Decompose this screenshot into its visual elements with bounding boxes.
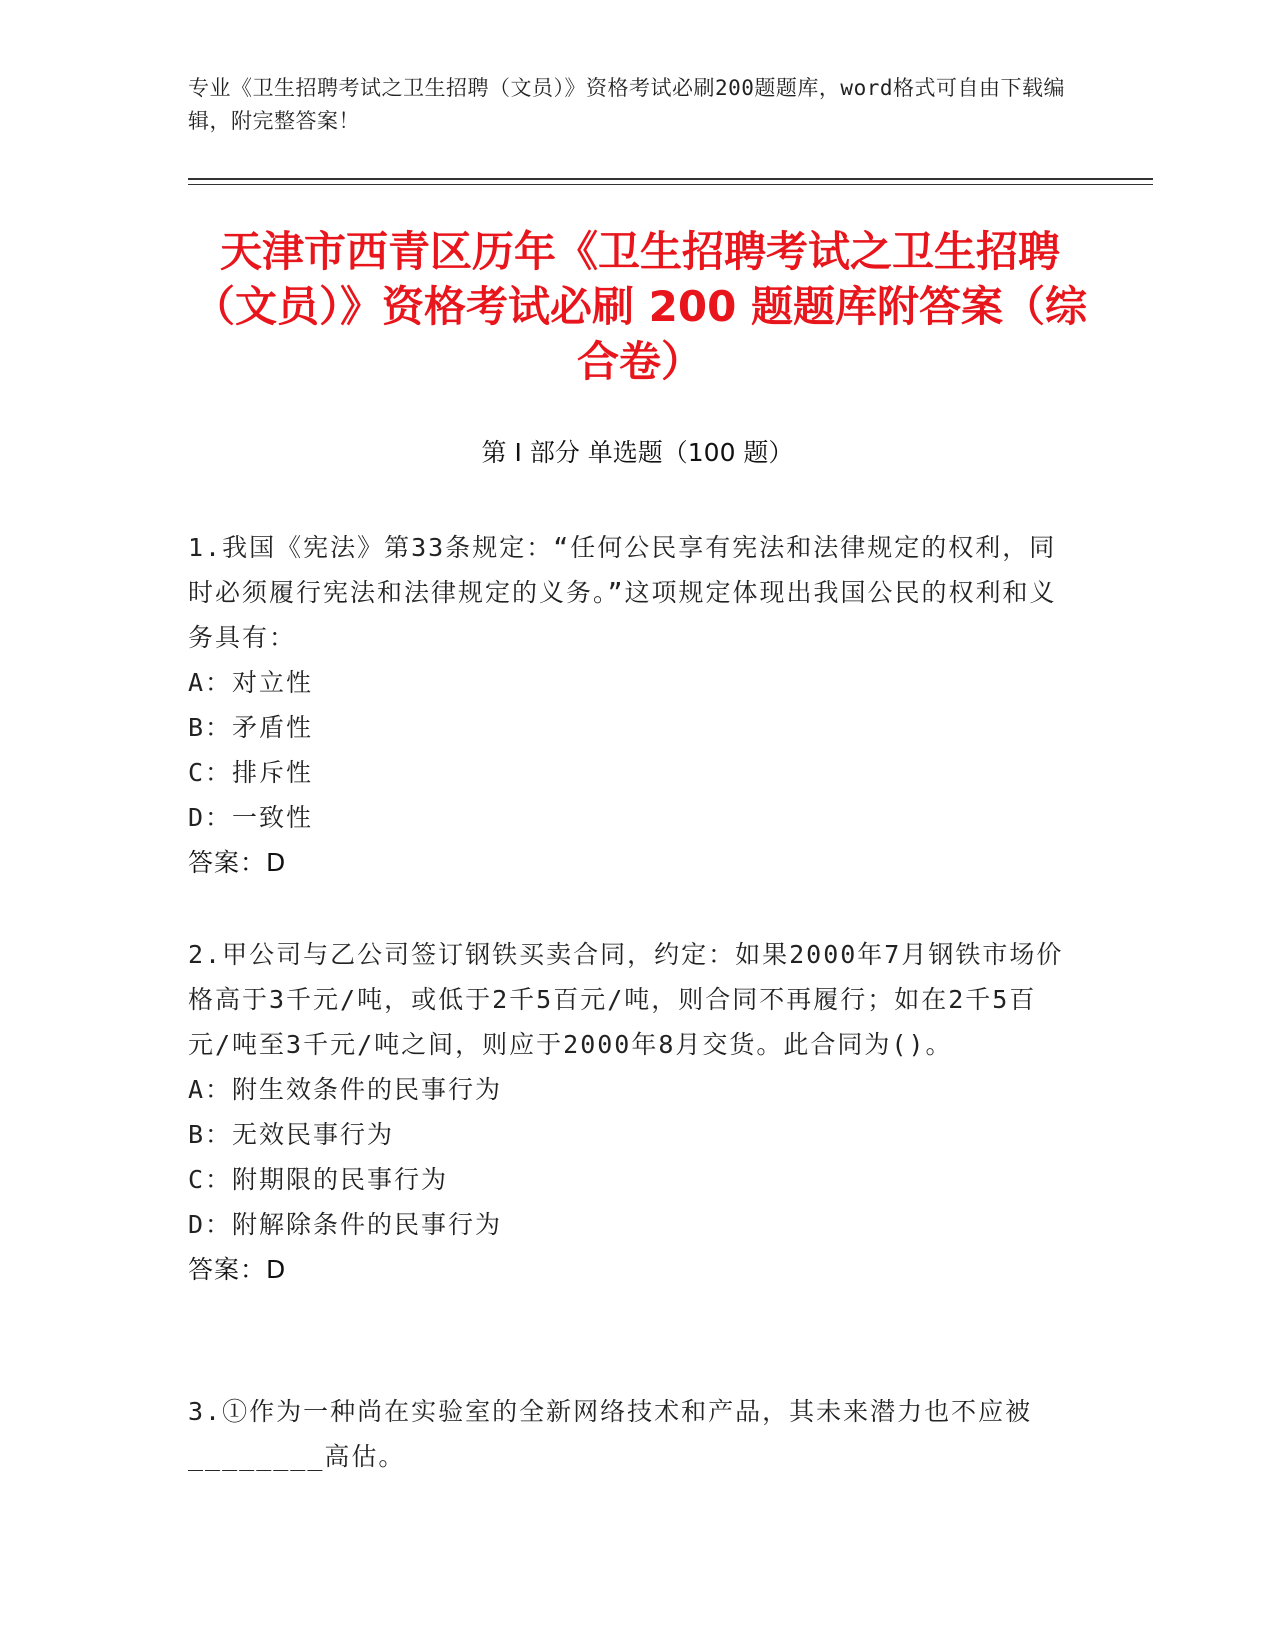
header-divider-thin (188, 184, 1153, 185)
document-title: 天津市西青区历年《卫生招聘考试之卫生招聘（文员）》资格考试必刷 200 题题库附答案（综合卷） (193, 227, 1087, 386)
option-b: B：无效民事行为 (188, 1120, 395, 1149)
question-3 (188, 1389, 1068, 1479)
question-stem: 1.我国《宪法》第33条规定：“任何公民享有宪法和法律规定的权利，同时必须履行宪法和法律规定的义务。”这项规定体现出我国公民的权利和义务具有： (188, 533, 1057, 652)
question-stem: 3.①作为一种尚在实验室的全新网络技术和产品，其未来潜力也不应被________高估。 (188, 1397, 1033, 1471)
answer-line: 答案：D (188, 848, 287, 877)
option-b: B：矛盾性 (188, 713, 314, 742)
option-a: A：对立性 (188, 668, 314, 697)
option-a: A：附生效条件的民事行为 (188, 1075, 503, 1104)
option-c: C：排斥性 (188, 758, 314, 787)
section-heading: 第 I 部分 单选题（100 题） (481, 438, 794, 467)
question-1 (188, 525, 1068, 885)
question-stem: 2.甲公司与乙公司签订钢铁买卖合同，约定：如果2000年7月钢铁市场价格高于3千元/吨，或低于2千5百元/吨，则合同不再履行；如在2千5百元/吨至3千元/吨之间，则应于2000年8月交货。此合同为()。 (188, 940, 1064, 1059)
option-c: C：附期限的民事行为 (188, 1165, 449, 1194)
question-2 (188, 932, 1068, 1292)
option-d: D：附解除条件的民事行为 (188, 1210, 503, 1239)
header-divider-thick (188, 178, 1153, 180)
header-note: 专业《卫生招聘考试之卫生招聘（文员）》资格考试必刷200题题库，word格式可自由下载编辑，附完整答案！ (188, 76, 1065, 133)
option-d: D：一致性 (188, 803, 314, 832)
answer-line: 答案：D (188, 1255, 287, 1284)
